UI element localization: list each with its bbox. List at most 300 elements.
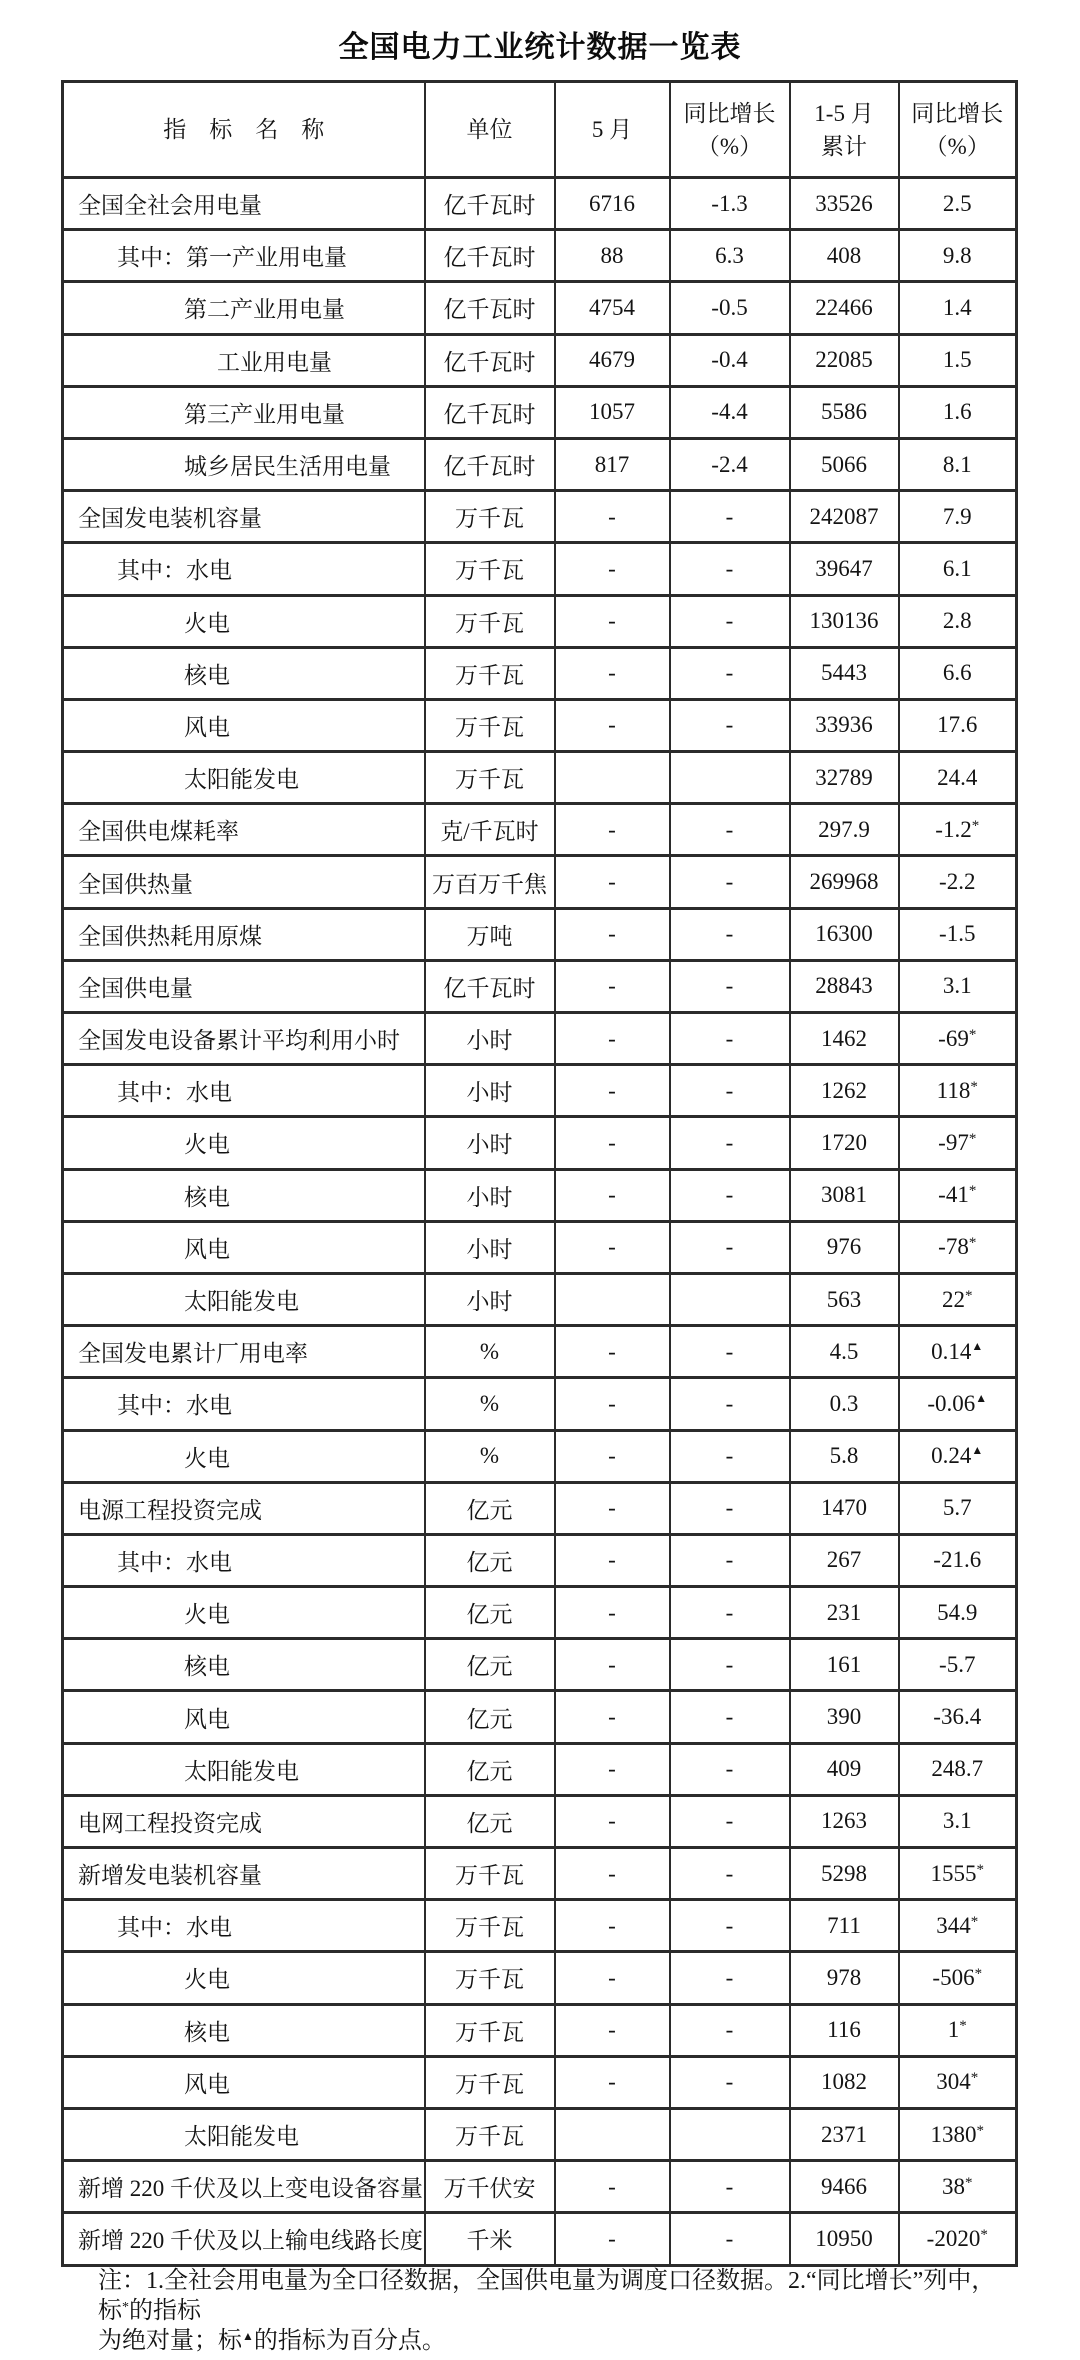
indicator-name-cell: 全国供热量 bbox=[63, 856, 425, 908]
may-value-cell: - bbox=[555, 1169, 670, 1221]
unit-cell: 亿千瓦时 bbox=[425, 230, 555, 282]
unit-cell: 万千瓦 bbox=[425, 491, 555, 543]
cumulative-yoy-cell bbox=[899, 1848, 1017, 1900]
indicator-name-cell: 其中：水电 bbox=[63, 1378, 425, 1430]
may-value-cell: - bbox=[555, 1952, 670, 2004]
cumulative-value-cell: 1720 bbox=[790, 1117, 899, 1169]
may-yoy-cell: - bbox=[670, 1952, 790, 2004]
indicator-name-cell: 火电 bbox=[63, 595, 425, 647]
cumulative-value-cell: 563 bbox=[790, 1273, 899, 1325]
cumulative-yoy-value: 9.8 bbox=[942, 242, 972, 268]
table-row bbox=[63, 1534, 1017, 1586]
may-value-cell: - bbox=[555, 2213, 670, 2265]
cumulative-yoy-value: 7.9 bbox=[942, 503, 972, 529]
header-cumulative: 1-5 月 累计 bbox=[790, 82, 899, 178]
indicator-name-cell: 新增 220 千伏及以上变电设备容量 bbox=[63, 2161, 425, 2213]
cumulative-yoy-cell bbox=[899, 1482, 1017, 1534]
may-value-cell: 88 bbox=[555, 230, 670, 282]
indicator-name-cell: 火电 bbox=[63, 1952, 425, 2004]
table-body bbox=[63, 178, 1017, 2266]
table-row bbox=[63, 1900, 1017, 1952]
header-may-label: 5 月 bbox=[591, 117, 633, 142]
cumulative-yoy-cell bbox=[899, 1065, 1017, 1117]
table-row bbox=[63, 2056, 1017, 2108]
unit-cell: 小时 bbox=[425, 1117, 555, 1169]
cumulative-yoy-value: 54.9 bbox=[937, 1599, 978, 1625]
cumulative-value-cell: 3081 bbox=[790, 1169, 899, 1221]
indicator-name-cell: 太阳能发电 bbox=[63, 2108, 425, 2160]
table-row bbox=[63, 1848, 1017, 1900]
table-row bbox=[63, 282, 1017, 334]
indicator-name-cell: 其中：水电 bbox=[63, 1065, 425, 1117]
may-value-cell: - bbox=[555, 1848, 670, 1900]
statistics-table bbox=[61, 80, 1018, 2267]
indicator-name-cell: 第三产业用电量 bbox=[63, 386, 425, 438]
cumulative-value-cell: 32789 bbox=[790, 752, 899, 804]
cumulative-value-cell: 1262 bbox=[790, 1065, 899, 1117]
yoy-marker: * bbox=[976, 2122, 984, 2139]
cumulative-yoy-cell bbox=[899, 752, 1017, 804]
may-yoy-cell: -0.4 bbox=[670, 334, 790, 386]
indicator-name-cell: 其中：水电 bbox=[63, 543, 425, 595]
cumulative-yoy-cell bbox=[899, 647, 1017, 699]
cumulative-yoy-cell bbox=[899, 282, 1017, 334]
unit-cell: 亿千瓦时 bbox=[425, 960, 555, 1012]
may-yoy-cell: - bbox=[670, 1848, 790, 1900]
may-yoy-cell: - bbox=[670, 1013, 790, 1065]
yoy-marker: * bbox=[974, 1965, 983, 1982]
table-row bbox=[63, 438, 1017, 490]
may-yoy-cell: - bbox=[670, 1326, 790, 1378]
table-row bbox=[63, 1273, 1017, 1325]
cumulative-value-cell: 390 bbox=[790, 1691, 899, 1743]
may-yoy-cell: - bbox=[670, 491, 790, 543]
cumulative-value-cell: 22466 bbox=[790, 282, 899, 334]
may-value-cell: 4679 bbox=[555, 334, 670, 386]
unit-cell: 万千瓦 bbox=[425, 699, 555, 751]
may-value-cell: - bbox=[555, 2004, 670, 2056]
may-value-cell: - bbox=[555, 491, 670, 543]
cumulative-yoy-value: 6.6 bbox=[942, 660, 972, 686]
header-unit bbox=[425, 82, 555, 178]
cumulative-yoy-value: 0.14 bbox=[931, 1338, 972, 1364]
table-row bbox=[63, 230, 1017, 282]
cumulative-yoy-cell bbox=[899, 1743, 1017, 1795]
cumulative-yoy-cell bbox=[899, 2004, 1017, 2056]
indicator-name-cell: 核电 bbox=[63, 2004, 425, 2056]
yoy-marker: * bbox=[970, 1078, 978, 1095]
may-value-cell: - bbox=[555, 1430, 670, 1482]
cumulative-yoy-cell bbox=[899, 230, 1017, 282]
unit-cell: 万千伏安 bbox=[425, 2161, 555, 2213]
cumulative-value-cell: 22085 bbox=[790, 334, 899, 386]
indicator-name-cell: 城乡居民生活用电量 bbox=[63, 438, 425, 490]
yoy-marker: * bbox=[968, 1026, 977, 1043]
unit-cell: 小时 bbox=[425, 1221, 555, 1273]
may-value-cell: - bbox=[555, 1482, 670, 1534]
yoy-marker: * bbox=[965, 2174, 973, 2191]
indicator-name-cell: 全国发电累计厂用电率 bbox=[63, 1326, 425, 1378]
unit-cell: 万千瓦 bbox=[425, 543, 555, 595]
table-row bbox=[63, 1795, 1017, 1847]
cumulative-yoy-value: 1.4 bbox=[942, 294, 972, 320]
cumulative-value-cell: 33526 bbox=[790, 178, 899, 230]
cumulative-value-cell: 978 bbox=[790, 1952, 899, 2004]
may-yoy-cell: - bbox=[670, 1221, 790, 1273]
cumulative-value-cell: 33936 bbox=[790, 699, 899, 751]
footnote: 注：1.全社会用电量为全口径数据，全国供电量为调度口径数据。2.“同比增长”列中，标*的指标 为绝对量；标▲的指标为百分点。 bbox=[98, 2268, 996, 2354]
cumulative-yoy-value: -1.2 bbox=[935, 816, 972, 842]
header-may-yoy: 同比增长 （%） bbox=[670, 82, 790, 178]
may-yoy-cell: - bbox=[670, 1587, 790, 1639]
may-yoy-cell: - bbox=[670, 1065, 790, 1117]
unit-cell: 万千瓦 bbox=[425, 2004, 555, 2056]
table-row bbox=[63, 1378, 1017, 1430]
may-yoy-cell: -1.3 bbox=[670, 178, 790, 230]
cumulative-value-cell: 28843 bbox=[790, 960, 899, 1012]
cumulative-value-cell: 0.3 bbox=[790, 1378, 899, 1430]
cumulative-value-cell: 5586 bbox=[790, 386, 899, 438]
cumulative-yoy-value: -78 bbox=[938, 1234, 969, 1260]
cumulative-value-cell: 231 bbox=[790, 1587, 899, 1639]
yoy-marker: * bbox=[968, 1130, 977, 1147]
unit-cell: 亿千瓦时 bbox=[425, 386, 555, 438]
may-yoy-cell: - bbox=[670, 1430, 790, 1482]
cumulative-yoy-cell bbox=[899, 1900, 1017, 1952]
may-yoy-cell: - bbox=[670, 908, 790, 960]
may-yoy-cell: - bbox=[670, 1482, 790, 1534]
indicator-name-cell: 核电 bbox=[63, 1169, 425, 1221]
may-value-cell: - bbox=[555, 804, 670, 856]
cumulative-yoy-value: 1 bbox=[947, 2017, 960, 2043]
cumulative-yoy-cell bbox=[899, 1691, 1017, 1743]
may-yoy-cell bbox=[670, 2108, 790, 2160]
cumulative-yoy-value: -2020 bbox=[926, 2225, 981, 2251]
unit-cell: 万千瓦 bbox=[425, 1900, 555, 1952]
may-value-cell: - bbox=[555, 908, 670, 960]
cumulative-yoy-value: 1.6 bbox=[942, 399, 972, 425]
table-row bbox=[63, 908, 1017, 960]
table-row bbox=[63, 647, 1017, 699]
may-value-cell: 6716 bbox=[555, 178, 670, 230]
cumulative-yoy-cell bbox=[899, 856, 1017, 908]
may-yoy-cell: -4.4 bbox=[670, 386, 790, 438]
table-row bbox=[63, 1169, 1017, 1221]
indicator-name-cell: 火电 bbox=[63, 1587, 425, 1639]
cumulative-yoy-value: 1555 bbox=[930, 1860, 977, 1886]
may-value-cell: - bbox=[555, 2161, 670, 2213]
unit-cell: 亿元 bbox=[425, 1534, 555, 1586]
header-unit-label: 单位 bbox=[466, 117, 513, 142]
may-yoy-cell: - bbox=[670, 595, 790, 647]
cumulative-yoy-cell bbox=[899, 699, 1017, 751]
header-cumulative-yoy: 同比增长 （%） bbox=[899, 82, 1017, 178]
may-yoy-cell: -2.4 bbox=[670, 438, 790, 490]
unit-cell: 小时 bbox=[425, 1169, 555, 1221]
may-yoy-cell: - bbox=[670, 647, 790, 699]
unit-cell: 克/千瓦时 bbox=[425, 804, 555, 856]
cumulative-yoy-cell bbox=[899, 960, 1017, 1012]
unit-cell: 千米 bbox=[425, 2213, 555, 2265]
may-value-cell: - bbox=[555, 960, 670, 1012]
cumulative-value-cell: 269968 bbox=[790, 856, 899, 908]
may-yoy-cell bbox=[670, 752, 790, 804]
header-indicator-name-label: 指 标 名 称 bbox=[163, 117, 325, 142]
indicator-name-cell: 火电 bbox=[63, 1117, 425, 1169]
may-yoy-cell: - bbox=[670, 856, 790, 908]
indicator-name-cell: 电源工程投资完成 bbox=[63, 1482, 425, 1534]
indicator-name-cell: 核电 bbox=[63, 1639, 425, 1691]
cumulative-value-cell: 116 bbox=[790, 2004, 899, 2056]
footnote-line2: 为绝对量；标 bbox=[98, 2328, 242, 2354]
cumulative-yoy-cell bbox=[899, 2056, 1017, 2108]
unit-cell: % bbox=[425, 1326, 555, 1378]
cumulative-yoy-cell bbox=[899, 491, 1017, 543]
indicator-name-cell: 风电 bbox=[63, 1691, 425, 1743]
cumulative-value-cell: 409 bbox=[790, 1743, 899, 1795]
cumulative-yoy-value: -41 bbox=[938, 1182, 969, 1208]
triangle-marker: ▲ bbox=[242, 2329, 254, 2343]
indicator-name-cell: 工业用电量 bbox=[63, 334, 425, 386]
table-row bbox=[63, 1743, 1017, 1795]
may-yoy-cell: - bbox=[670, 543, 790, 595]
asterisk-marker: * bbox=[122, 2300, 129, 2315]
cumulative-value-cell: 5066 bbox=[790, 438, 899, 490]
unit-cell: 亿千瓦时 bbox=[425, 438, 555, 490]
cumulative-yoy-value: 38 bbox=[942, 2173, 965, 2199]
cumulative-value-cell: 1263 bbox=[790, 1795, 899, 1847]
cumulative-value-cell: 408 bbox=[790, 230, 899, 282]
table-row bbox=[63, 960, 1017, 1012]
cumulative-yoy-cell bbox=[899, 1013, 1017, 1065]
cumulative-yoy-value: -2.2 bbox=[939, 869, 976, 895]
indicator-name-cell: 新增 220 千伏及以上输电线路长度 bbox=[63, 2213, 425, 2265]
cumulative-yoy-cell bbox=[899, 1378, 1017, 1430]
cumulative-yoy-value: 118 bbox=[936, 1077, 971, 1103]
indicator-name-cell: 风电 bbox=[63, 699, 425, 751]
cumulative-value-cell: 9466 bbox=[790, 2161, 899, 2213]
may-yoy-cell: 6.3 bbox=[670, 230, 790, 282]
indicator-name-cell: 电网工程投资完成 bbox=[63, 1795, 425, 1847]
indicator-name-cell: 全国发电装机容量 bbox=[63, 491, 425, 543]
table-row bbox=[63, 1326, 1017, 1378]
table-row bbox=[63, 752, 1017, 804]
cumulative-yoy-value: 2.5 bbox=[942, 190, 972, 216]
unit-cell: 万千瓦 bbox=[425, 595, 555, 647]
header-may-yoy-label: 同比增长 bbox=[683, 100, 776, 126]
unit-cell: 亿元 bbox=[425, 1482, 555, 1534]
cumulative-value-cell: 976 bbox=[790, 1221, 899, 1273]
table-row bbox=[63, 1013, 1017, 1065]
table-row bbox=[63, 1639, 1017, 1691]
cumulative-value-cell: 1082 bbox=[790, 2056, 899, 2108]
may-value-cell: - bbox=[555, 1639, 670, 1691]
may-value-cell: - bbox=[555, 1691, 670, 1743]
cumulative-yoy-value: -36.4 bbox=[933, 1704, 982, 1730]
may-yoy-cell: - bbox=[670, 1117, 790, 1169]
cumulative-value-cell: 5.8 bbox=[790, 1430, 899, 1482]
unit-cell: 小时 bbox=[425, 1273, 555, 1325]
cumulative-value-cell: 5443 bbox=[790, 647, 899, 699]
table-row bbox=[63, 1482, 1017, 1534]
cumulative-value-cell: 242087 bbox=[790, 491, 899, 543]
table-row bbox=[63, 178, 1017, 230]
indicator-name-cell: 新增发电装机容量 bbox=[63, 1848, 425, 1900]
table-row bbox=[63, 2161, 1017, 2213]
table-row bbox=[63, 1952, 1017, 2004]
cumulative-yoy-cell bbox=[899, 1795, 1017, 1847]
cumulative-yoy-value: -506 bbox=[932, 1964, 975, 1990]
may-value-cell: - bbox=[555, 1013, 670, 1065]
yoy-marker: * bbox=[968, 1235, 977, 1252]
may-value-cell: - bbox=[555, 1221, 670, 1273]
table-row bbox=[63, 1065, 1017, 1117]
yoy-marker: * bbox=[968, 1183, 977, 1200]
table-row bbox=[63, 595, 1017, 647]
may-yoy-cell: - bbox=[670, 804, 790, 856]
indicator-name-cell: 其中：第一产业用电量 bbox=[63, 230, 425, 282]
cumulative-yoy-value: 24.4 bbox=[937, 764, 978, 790]
indicator-name-cell: 全国供电煤耗率 bbox=[63, 804, 425, 856]
cumulative-yoy-cell bbox=[899, 334, 1017, 386]
may-value-cell: - bbox=[555, 1743, 670, 1795]
cumulative-yoy-cell bbox=[899, 2213, 1017, 2265]
may-value-cell: 4754 bbox=[555, 282, 670, 334]
yoy-marker: ▲ bbox=[971, 1443, 984, 1458]
table-row bbox=[63, 804, 1017, 856]
cumulative-yoy-cell bbox=[899, 1587, 1017, 1639]
unit-cell: % bbox=[425, 1430, 555, 1482]
indicator-name-cell: 核电 bbox=[63, 647, 425, 699]
unit-cell: 万千瓦 bbox=[425, 647, 555, 699]
may-value-cell: - bbox=[555, 595, 670, 647]
cumulative-value-cell: 10950 bbox=[790, 2213, 899, 2265]
cumulative-yoy-cell bbox=[899, 1639, 1017, 1691]
cumulative-yoy-cell bbox=[899, 1534, 1017, 1586]
cumulative-value-cell: 5298 bbox=[790, 1848, 899, 1900]
header-row bbox=[63, 82, 1017, 178]
unit-cell: 小时 bbox=[425, 1065, 555, 1117]
cumulative-yoy-value: -97 bbox=[938, 1129, 969, 1155]
may-yoy-cell: - bbox=[670, 2161, 790, 2213]
may-yoy-cell: - bbox=[670, 2213, 790, 2265]
cumulative-yoy-cell bbox=[899, 2108, 1017, 2160]
yoy-marker: * bbox=[970, 2070, 979, 2087]
cumulative-value-cell: 1462 bbox=[790, 1013, 899, 1065]
may-value-cell: - bbox=[555, 1117, 670, 1169]
may-value-cell: - bbox=[555, 699, 670, 751]
cumulative-yoy-cell bbox=[899, 1273, 1017, 1325]
may-value-cell: 817 bbox=[555, 438, 670, 490]
table-row bbox=[63, 1117, 1017, 1169]
may-yoy-cell: - bbox=[670, 1534, 790, 1586]
indicator-name-cell: 火电 bbox=[63, 1430, 425, 1482]
may-value-cell: - bbox=[555, 1534, 670, 1586]
cumulative-yoy-value: 0.24 bbox=[931, 1443, 972, 1469]
may-yoy-cell: - bbox=[670, 1691, 790, 1743]
cumulative-yoy-value: 5.7 bbox=[942, 1495, 972, 1521]
may-yoy-cell: - bbox=[670, 699, 790, 751]
may-yoy-cell: - bbox=[670, 1639, 790, 1691]
table-row bbox=[63, 334, 1017, 386]
table-row bbox=[63, 491, 1017, 543]
cumulative-yoy-value: 3.1 bbox=[942, 1808, 972, 1834]
may-yoy-cell bbox=[670, 1273, 790, 1325]
cumulative-yoy-value: 2.8 bbox=[942, 608, 972, 634]
cumulative-yoy-value: 22 bbox=[942, 1286, 965, 1312]
table-row bbox=[63, 1430, 1017, 1482]
may-value-cell: - bbox=[555, 1378, 670, 1430]
cumulative-yoy-value: 3.1 bbox=[942, 973, 972, 999]
unit-cell: 万百万千焦 bbox=[425, 856, 555, 908]
yoy-marker: ▲ bbox=[971, 1338, 984, 1353]
cumulative-yoy-cell bbox=[899, 1952, 1017, 2004]
cumulative-yoy-cell bbox=[899, 543, 1017, 595]
unit-cell: 万千瓦 bbox=[425, 1848, 555, 1900]
may-yoy-cell: - bbox=[670, 1900, 790, 1952]
unit-cell: 亿元 bbox=[425, 1743, 555, 1795]
may-yoy-cell: - bbox=[670, 1378, 790, 1430]
yoy-marker: * bbox=[976, 1861, 984, 1878]
cumulative-yoy-value: -1.5 bbox=[939, 921, 976, 947]
may-value-cell bbox=[555, 2108, 670, 2160]
indicator-name-cell: 其中：水电 bbox=[63, 1534, 425, 1586]
header-cumulative-label: 1-5 月 bbox=[814, 100, 874, 126]
cumulative-yoy-cell bbox=[899, 438, 1017, 490]
cumulative-yoy-cell bbox=[899, 2161, 1017, 2213]
may-yoy-cell: - bbox=[670, 2056, 790, 2108]
table-row bbox=[63, 2108, 1017, 2160]
cumulative-yoy-cell bbox=[899, 1326, 1017, 1378]
may-value-cell: - bbox=[555, 1587, 670, 1639]
cumulative-yoy-value: 304 bbox=[936, 2069, 971, 2095]
cumulative-value-cell: 161 bbox=[790, 1639, 899, 1691]
cumulative-value-cell: 130136 bbox=[790, 595, 899, 647]
may-yoy-cell: -0.5 bbox=[670, 282, 790, 334]
indicator-name-cell: 全国发电设备累计平均利用小时 bbox=[63, 1013, 425, 1065]
may-yoy-cell: - bbox=[670, 2004, 790, 2056]
cumulative-value-cell: 2371 bbox=[790, 2108, 899, 2160]
unit-cell: 万千瓦 bbox=[425, 1952, 555, 2004]
table-row bbox=[63, 856, 1017, 908]
may-value-cell: - bbox=[555, 1326, 670, 1378]
indicator-name-cell: 全国全社会用电量 bbox=[63, 178, 425, 230]
cumulative-yoy-cell bbox=[899, 1117, 1017, 1169]
indicator-name-cell: 全国供热耗用原煤 bbox=[63, 908, 425, 960]
unit-cell: 亿元 bbox=[425, 1795, 555, 1847]
table-row bbox=[63, 386, 1017, 438]
cumulative-value-cell: 267 bbox=[790, 1534, 899, 1586]
cumulative-yoy-value: 1380 bbox=[930, 2121, 977, 2147]
may-value-cell: - bbox=[555, 856, 670, 908]
cumulative-yoy-value: -69 bbox=[938, 1025, 969, 1051]
cumulative-yoy-cell bbox=[899, 908, 1017, 960]
yoy-marker: * bbox=[965, 1287, 973, 1304]
may-yoy-cell: - bbox=[670, 960, 790, 1012]
may-value-cell: - bbox=[555, 2056, 670, 2108]
unit-cell: 小时 bbox=[425, 1013, 555, 1065]
may-value-cell: - bbox=[555, 1065, 670, 1117]
indicator-name-cell: 第二产业用电量 bbox=[63, 282, 425, 334]
indicator-name-cell: 风电 bbox=[63, 2056, 425, 2108]
unit-cell: % bbox=[425, 1378, 555, 1430]
cumulative-value-cell: 39647 bbox=[790, 543, 899, 595]
unit-cell: 亿千瓦时 bbox=[425, 282, 555, 334]
may-value-cell bbox=[555, 752, 670, 804]
cumulative-yoy-cell bbox=[899, 595, 1017, 647]
unit-cell: 亿千瓦时 bbox=[425, 178, 555, 230]
cumulative-yoy-cell bbox=[899, 386, 1017, 438]
